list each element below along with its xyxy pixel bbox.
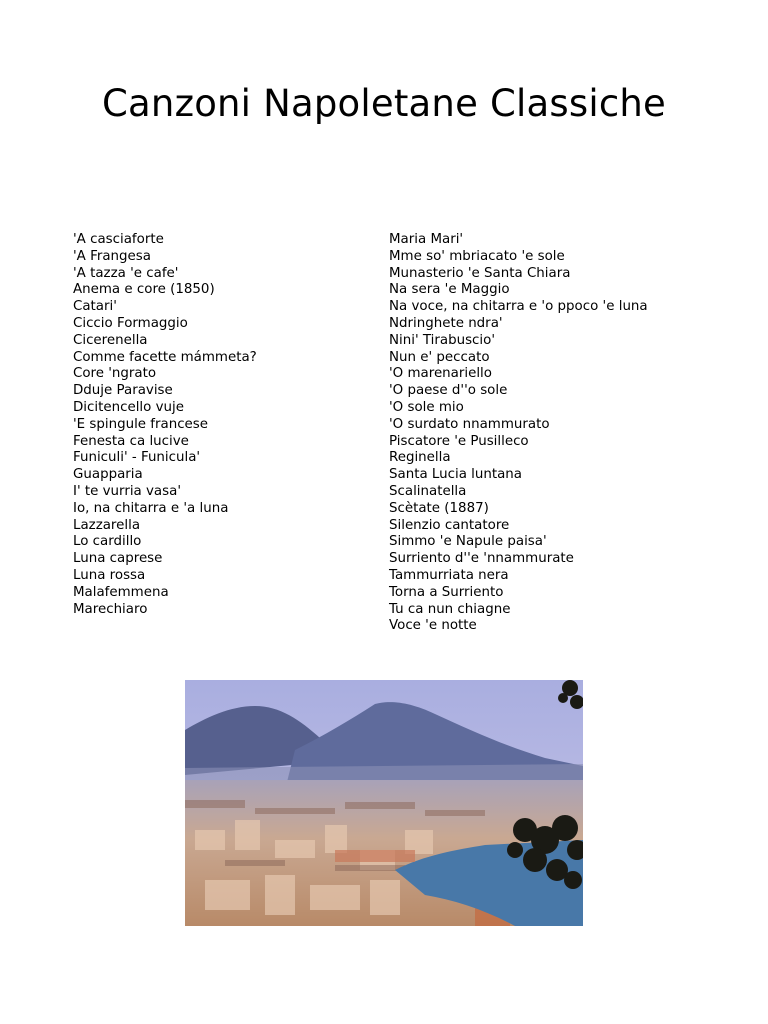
song-title: Malafemmena [73,584,169,600]
song-title: Nun e' peccato [389,349,490,365]
song-title: Luna rossa [73,567,146,583]
song-title: Tammurriata nera [389,567,509,583]
song-title: 'E spingule francese [73,416,209,432]
song-title: Dicitencello vuje [73,399,184,415]
song-title: Dduje Paravise [73,383,173,399]
song-title: Marechiaro [73,601,148,617]
song-title: Silenzio cantatore [389,517,510,533]
song-title: Surriento d''e 'nnammurate [389,551,574,567]
song-title: Comme facette mámmeta? [73,349,257,365]
page-title: Canzoni Napoletane Classiche [102,82,666,125]
song-title: Santa Lucia luntana [389,467,523,483]
song-title: Guapparia [73,467,143,483]
song-title: Voce 'e notte [389,618,477,634]
song-title: Torna a Surriento [389,584,504,600]
song-title: Na sera 'e Maggio [389,282,510,298]
song-title: I' te vurria vasa' [73,483,181,499]
song-title: 'A Frangesa [73,248,151,264]
song-list-right [389,232,749,635]
song-title: Core 'ngrato [73,366,157,382]
song-title: Scètate (1887) [389,500,489,516]
song-title: Maria Mari' [389,232,464,247]
song-title: Reginella [389,450,451,466]
song-title: 'A tazza 'e cafe' [73,265,179,281]
song-title: Ciccio Formaggio [73,315,188,331]
photo-red-roofs [335,850,415,862]
song-title: Funiculi' - Funicula' [73,450,201,466]
song-title: Lazzarella [73,517,141,533]
song-title: Nini' Tirabuscio' [389,332,496,348]
song-title: Lo cardillo [73,534,142,550]
song-title: Catari' [73,299,117,315]
song-title: 'A casciaforte [73,232,164,247]
song-title: Io, na chitarra e 'a luna [73,500,229,516]
song-title: Simmo 'e Napule paisa' [389,534,547,550]
song-title: Tu ca nun chiagne [389,601,511,617]
song-title: 'O surdato nnammurato [389,416,550,432]
song-title: Anema e core (1850) [73,282,215,298]
song-title: Fenesta ca lucive [73,433,189,449]
song-title: Mme so' mbriacato 'e sole [389,248,565,264]
song-title: 'O sole mio [389,399,464,415]
song-list-left [73,232,373,618]
song-title: 'O marenariello [389,366,492,382]
song-title: Piscatore 'e Pusilleco [389,433,529,449]
song-title: Na voce, na chitarra e 'o ppoco 'e luna [389,299,648,315]
song-title: 'O paese d''o sole [389,383,508,399]
song-title: Luna caprese [73,551,163,567]
song-title: Scalinatella [389,483,467,499]
song-title: Cicerenella [73,332,148,348]
song-title: Ndringhete ndra' [389,315,503,331]
song-title: Munasterio 'e Santa Chiara [389,265,571,281]
naples-vesuvius-photo [185,680,583,926]
